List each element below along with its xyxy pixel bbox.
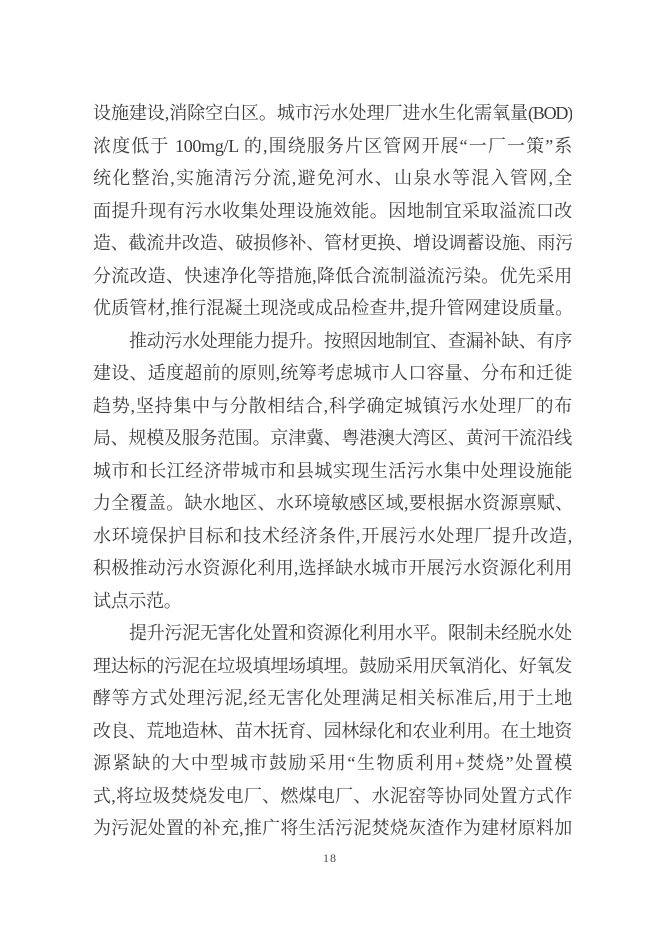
text-line: 推动污水处理能力提升。按照因地制宜、查漏补缺、有序 [129, 330, 572, 351]
text-line: 积极推动污水资源化利用,选择缺水城市开展污水资源化利用 [93, 558, 572, 578]
text-line: 提升污泥无害化处置和资源化利用水平。限制未经脱水处 [129, 623, 572, 643]
paragraph [93, 97, 572, 325]
text-block [93, 97, 572, 845]
text-line: 源紧缺的大中型城市鼓励采用“生物质利用+焚烧”处置模 [93, 753, 572, 773]
text-line: 统化整治,实施清污分流,避免河水、山泉水等混入管网,全 [93, 168, 572, 188]
text-line: 城市和长江经济带城市和县城实现生活污水集中处理设施能 [93, 460, 572, 481]
text-line: 浓度低于 100mg/L 的,围绕服务片区管网开展“一厂一策”系 [93, 135, 572, 156]
text-line: 为污泥处置的补充,推广将生活污泥焚烧灰渣作为建材原料加 [93, 818, 572, 838]
text-line: 力全覆盖。缺水地区、水环境敏感区域,要根据水资源禀赋、 [93, 493, 572, 513]
text-line: 建设、适度超前的原则,统筹考虑城市人口容量、分布和迁徙 [93, 363, 572, 383]
text-line: 理达标的污泥在垃圾填埋场填埋。鼓励采用厌氧消化、好氧发 [93, 655, 572, 676]
text-line: 分流改造、快速净化等措施,降低合流制溢流污染。优先采用 [93, 265, 572, 286]
text-line: 优质管材,推行混凝土现浇或成品检查井,提升管网建设质量。 [93, 298, 572, 318]
text-line: 式,将垃圾焚烧发电厂、燃煤电厂、水泥窑等协同处置方式作 [93, 785, 572, 806]
text-line: 局、规模及服务范围。京津冀、粤港澳大湾区、黄河干流沿线 [93, 428, 572, 448]
text-line: 试点示范。 [93, 590, 182, 611]
text-line: 设施建设,消除空白区。城市污水处理厂进水生化需氧量(BOD) [93, 103, 572, 123]
page-number: 18 [323, 851, 337, 865]
text-line: 水环境保护目标和技术经济条件,开展污水处理厂提升改造, [93, 525, 572, 546]
text-line: 改良、荒地造林、苗木抚育、园林绿化和农业利用。在土地资 [93, 720, 572, 741]
text-line: 面提升现有污水收集处理设施效能。因地制宜采取溢流口改 [93, 200, 572, 221]
text-line: 趋势,坚持集中与分散相结合,科学确定城镇污水处理厂的布 [93, 395, 572, 416]
text-line: 酵等方式处理污泥,经无害化处理满足相关标准后,用于土地 [93, 688, 572, 708]
paragraph [93, 325, 572, 618]
text-line: 造、截流井改造、破损修补、管材更换、增设调蓄设施、雨污 [93, 233, 572, 253]
paragraph [93, 617, 572, 845]
